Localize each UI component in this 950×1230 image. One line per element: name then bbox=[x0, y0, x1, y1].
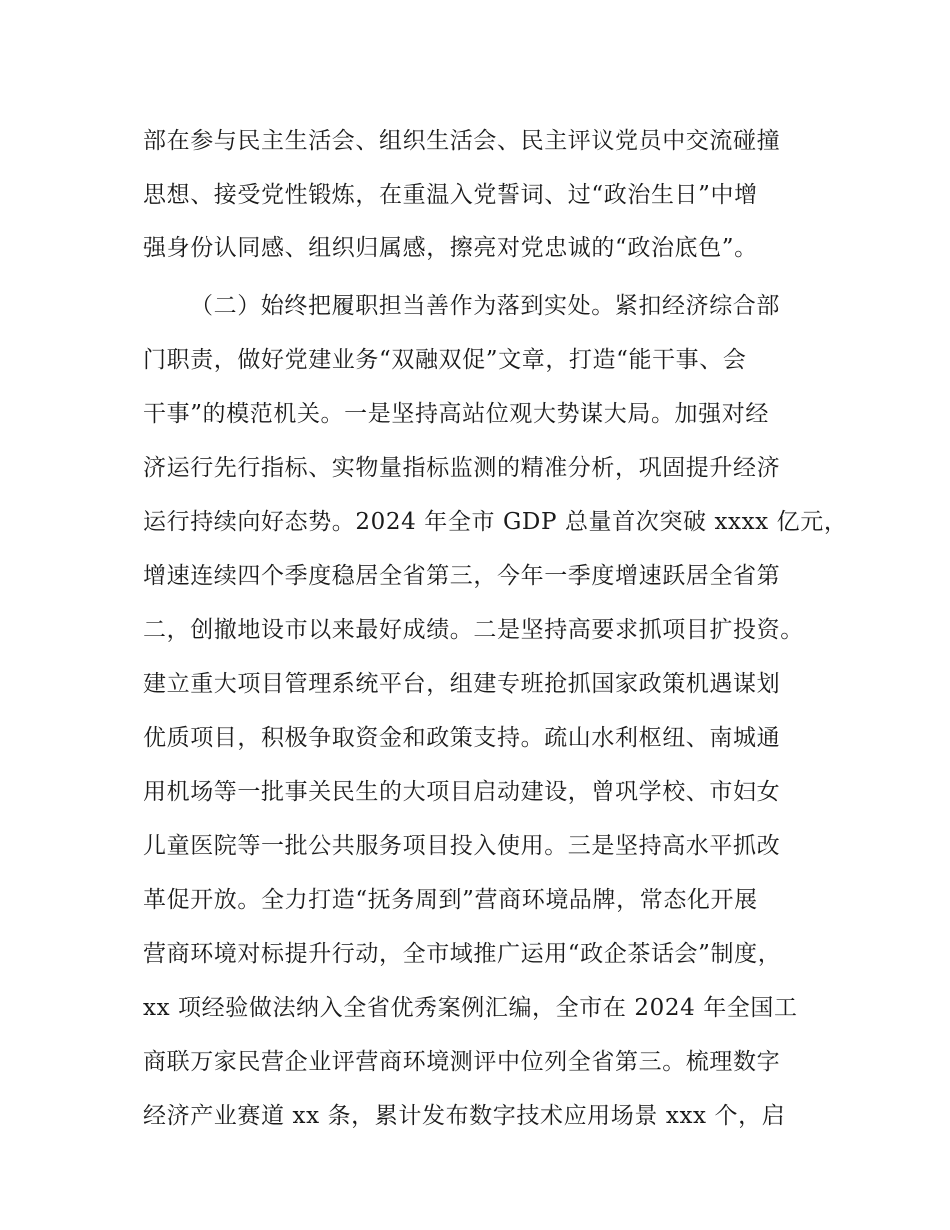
text-line: 济运行先行指标、实物量指标监测的精准分析，巩固提升经济 bbox=[143, 455, 781, 481]
text-line: 儿童医院等一批公共服务项目投入使用。三是坚持高水平抓改 bbox=[143, 833, 781, 859]
text-line: 优质项目，积极争取资金和政策支持。疏山水利枢纽、南城通 bbox=[143, 725, 781, 751]
text-line: 商联万家民营企业评营商环境测评中位列全省第三。梳理数字 bbox=[143, 1049, 781, 1075]
text-line: 营商环境对标提升行动，全市域推广运用“政企茶话会”制度， bbox=[143, 941, 782, 967]
text-line: 干事”的模范机关。一是坚持高站位观大势谋大局。加强对经 bbox=[143, 401, 769, 427]
text-line: 强身份认同感、组织归属感，擦亮对党忠诚的“政治底色”。 bbox=[143, 235, 758, 261]
text-line: 增速连续四个季度稳居全省第三，今年一季度增速跃居全省第 bbox=[143, 563, 781, 589]
text-line: 建立重大项目管理系统平台，组建专班抢抓国家政策机遇谋划 bbox=[143, 671, 781, 697]
text-line: 革促开放。全力打造“抚务周到”营商环境品牌，常态化开展 bbox=[143, 887, 758, 913]
text-line: 用机场等一批事关民生的大项目启动建设，曾巩学校、市妇女 bbox=[143, 779, 781, 805]
text-line: 部在参与民主生活会、组织生活会、民主评议党员中交流碰撞 bbox=[143, 128, 781, 154]
text-line: 经济产业赛道 xx 条，累计发布数字技术应用场景 xxx 个，启 bbox=[143, 1103, 786, 1129]
text-line: 运行持续向好态势。2024 年全市 GDP 总量首次突破 xxxx 亿元， bbox=[143, 509, 848, 535]
text-line: 门职责，做好党建业务“双融双促”文章，打造“能干事、会 bbox=[143, 347, 747, 373]
text-line: 思想、接受党性锻炼，在重温入党誓词、过“政治生日”中增 bbox=[143, 182, 758, 208]
text-line: xx 项经验做法纳入全省优秀案例汇编，全市在 2024 年全国工 bbox=[143, 995, 798, 1021]
paragraph-start-line: （二）始终把履职担当善作为落到实处。紧扣经济综合部 bbox=[190, 293, 780, 319]
text-line: 二，创撤地设市以来最好成绩。二是坚持高要求抓项目扩投资。 bbox=[143, 617, 804, 643]
